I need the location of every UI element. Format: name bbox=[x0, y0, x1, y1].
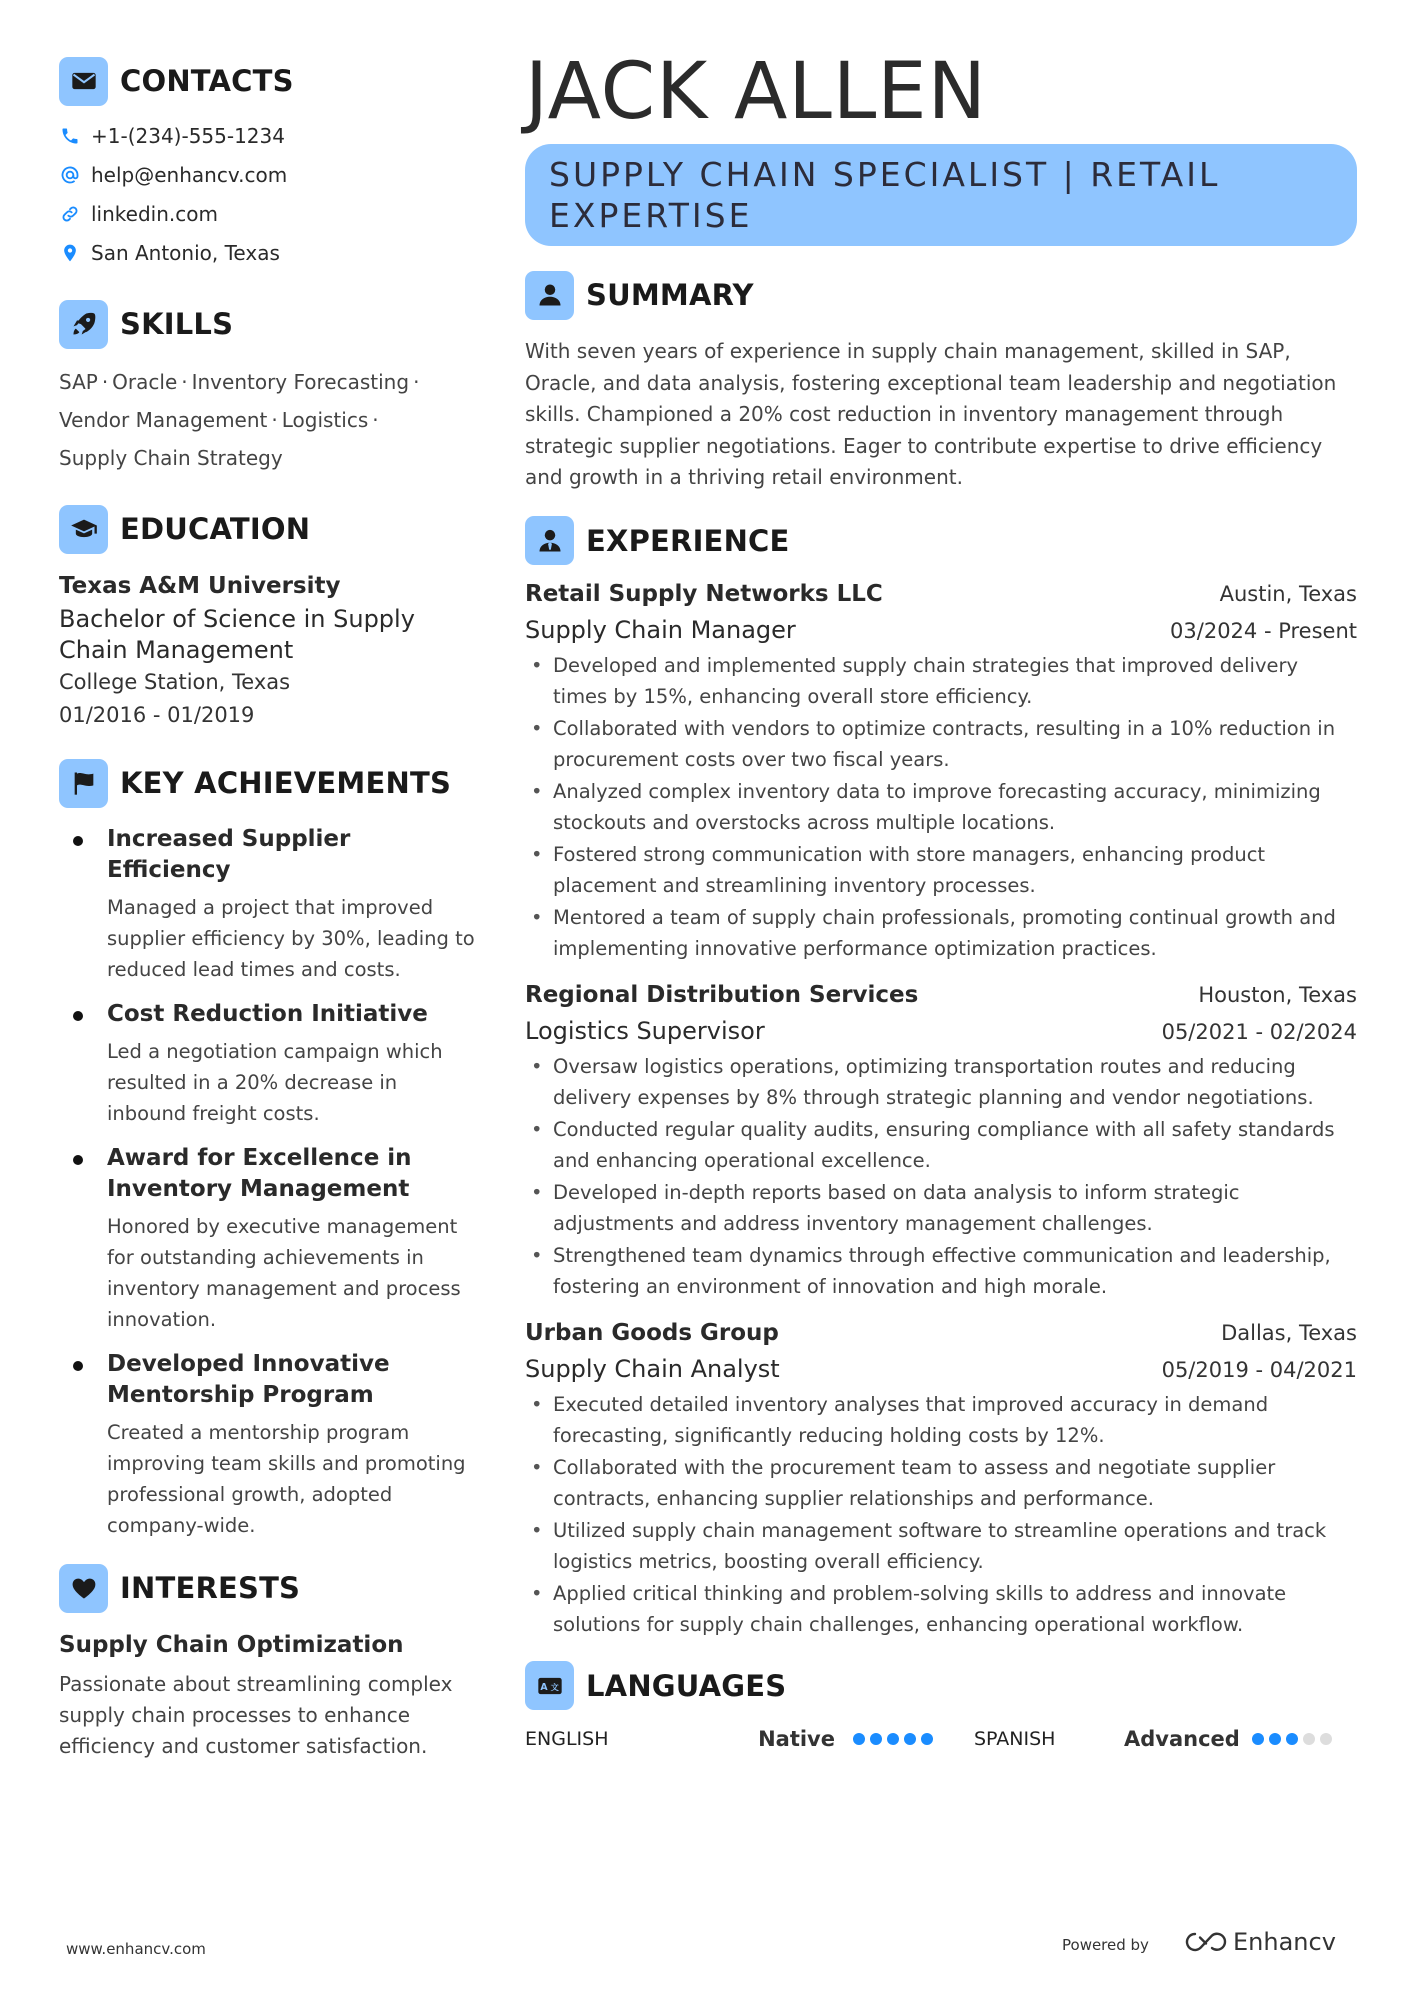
contacts-title: CONTACTS bbox=[120, 64, 294, 98]
bullet-dot bbox=[73, 1155, 83, 1165]
candidate-name: JACK ALLEN bbox=[525, 47, 987, 137]
languages-row bbox=[525, 1727, 1357, 1751]
level-dot-filled bbox=[904, 1733, 916, 1745]
candidate-title: SUPPLY CHAIN SPECIALIST | RETAIL EXPERTISE bbox=[549, 155, 1221, 235]
job-company: Regional Distribution Services bbox=[525, 981, 919, 1008]
job-bullet: • Utilized supply chain management software to streamline operations and track logistics metrics, boosting overall efficiency. bbox=[525, 1515, 1357, 1578]
interest-entry bbox=[59, 1629, 479, 1762]
job-location: Dallas, Texas bbox=[1221, 1320, 1357, 1345]
education-section-header bbox=[59, 504, 479, 554]
language-level-dots bbox=[1252, 1733, 1337, 1745]
education-title: EDUCATION bbox=[120, 512, 311, 546]
map-pin-icon bbox=[59, 242, 81, 264]
skill-item: SAP bbox=[59, 370, 98, 394]
language-level: Native bbox=[758, 1726, 835, 1751]
experience-section-header bbox=[525, 516, 1357, 566]
skills-line-3 bbox=[59, 439, 479, 477]
interest-title: Supply Chain Optimization bbox=[59, 1632, 404, 1658]
level-dot-empty bbox=[1320, 1733, 1332, 1745]
skills-line-1 bbox=[59, 363, 479, 401]
job-header bbox=[525, 1315, 1357, 1351]
job-role: Supply Chain Analyst bbox=[525, 1354, 780, 1383]
experience-entry bbox=[525, 1315, 1357, 1641]
skill-separator: · bbox=[101, 370, 109, 394]
level-dot-filled bbox=[921, 1733, 933, 1745]
skills-section-header bbox=[59, 299, 479, 349]
achievement-desc: Managed a project that improved supplier efficiency by 30%, leading to reduced lead times and costs. bbox=[107, 896, 475, 981]
languages-section-header bbox=[525, 1661, 1357, 1711]
job-dates: 05/2021 - 02/2024 bbox=[1161, 1019, 1357, 1044]
svg-text:A: A bbox=[539, 1681, 548, 1693]
job-dates: 05/2019 - 04/2021 bbox=[1161, 1357, 1357, 1382]
skill-item: Inventory Forecasting bbox=[191, 370, 410, 394]
footer-brand-name: Enhancv bbox=[1233, 1928, 1336, 1956]
job-company: Retail Supply Networks LLC bbox=[525, 580, 883, 607]
job-bullet: • Applied critical thinking and problem-solving skills to address and innovate solutions for supply chain challenges, enhancing operational workflow. bbox=[525, 1578, 1357, 1641]
phone-text: +1-(234)-555-1234 bbox=[91, 123, 285, 148]
location-text: San Antonio, Texas bbox=[91, 240, 280, 265]
skill-item: Logistics bbox=[281, 408, 369, 432]
footer-url[interactable]: www.enhancv.com bbox=[66, 1940, 206, 1958]
interests-title: INTERESTS bbox=[120, 1571, 301, 1605]
skills-line-2 bbox=[59, 401, 479, 439]
education-school: Texas A&M University bbox=[59, 573, 341, 599]
job-subheader bbox=[525, 1351, 1357, 1387]
flag-icon bbox=[59, 759, 108, 808]
job-bullet: • Developed in-depth reports based on data analysis to inform strategic adjustments and address inventory management challenges. bbox=[525, 1177, 1357, 1240]
bullet-dot bbox=[73, 1361, 83, 1371]
skills-list bbox=[59, 363, 479, 477]
at-icon bbox=[59, 164, 81, 186]
level-dot-filled bbox=[870, 1733, 882, 1745]
job-bullet: • Conducted regular quality audits, ensuring compliance with all safety standards and enhancing operational excellence. bbox=[525, 1114, 1357, 1177]
skill-item: Oracle bbox=[112, 370, 178, 394]
job-dates: 03/2024 - Present bbox=[1170, 618, 1357, 643]
job-bullets bbox=[525, 650, 1357, 965]
achievement-item bbox=[59, 999, 479, 1129]
education-entry bbox=[59, 570, 479, 732]
achievement-item bbox=[59, 1349, 479, 1541]
skill-item: Supply Chain Strategy bbox=[59, 446, 283, 470]
job-bullet: • Fostered strong communication with store managers, enhancing product placement and streamlining inventory processes. bbox=[525, 839, 1357, 902]
job-bullet: • Analyzed complex inventory data to improve forecasting accuracy, minimizing stockouts and overstocks across multiple locations. bbox=[525, 776, 1357, 839]
job-bullet: • Strengthened team dynamics through effective communication and leadership, fostering an environment of innovation and high morale. bbox=[525, 1240, 1357, 1303]
job-bullet: • Mentored a team of supply chain professionals, promoting continual growth and implementing innovative performance optimization practices. bbox=[525, 902, 1357, 965]
language-name: SPANISH bbox=[974, 1727, 1056, 1750]
achievement-desc: Led a negotiation campaign which resulted in a 20% decrease in inbound freight costs. bbox=[107, 1040, 443, 1125]
user-icon bbox=[525, 271, 574, 320]
svg-text:文: 文 bbox=[550, 1681, 559, 1692]
achievement-title: Award for Excellence in Inventory Management bbox=[107, 1145, 412, 1202]
left-column bbox=[59, 56, 479, 1762]
language-name: ENGLISH bbox=[525, 1727, 609, 1750]
skill-separator: · bbox=[413, 370, 420, 394]
title-banner bbox=[525, 144, 1357, 246]
footer-brand-logo[interactable] bbox=[1183, 1928, 1336, 1956]
job-bullet: • Developed and implemented supply chain strategies that improved delivery times by 15%, enhancing overall store efficiency. bbox=[525, 650, 1357, 713]
job-role: Supply Chain Manager bbox=[525, 615, 796, 644]
education-dates: 01/2016 - 01/2019 bbox=[59, 703, 255, 727]
bullet-dot bbox=[73, 836, 83, 846]
right-column bbox=[525, 44, 1357, 1751]
education-degree: Bachelor of Science in Supply Chain Management bbox=[59, 605, 415, 664]
skill-separator: · bbox=[181, 370, 188, 394]
job-bullet: • Oversaw logistics operations, optimizing transportation routes and reducing delivery expenses by 8% through strategic planning and vendor negotiations. bbox=[525, 1051, 1357, 1114]
achievements-list bbox=[59, 824, 479, 1541]
achievement-item bbox=[59, 824, 479, 985]
job-bullets bbox=[525, 1051, 1357, 1303]
level-dot-filled bbox=[1286, 1733, 1298, 1745]
job-header bbox=[525, 576, 1357, 612]
summary-text: With seven years of experience in supply chain management, skilled in SAP, Oracle, and data analysis, fostering exceptional team leadership and negotiation skills. Championed a 20% cost reduction in inventory management through strategic supplier negotiations. Eager to contribute expertise to drive efficiency and growth in a thriving retail environment. bbox=[525, 339, 1337, 489]
job-location: Houston, Texas bbox=[1198, 982, 1357, 1007]
level-dot-filled bbox=[1269, 1733, 1281, 1745]
language-icon bbox=[525, 1661, 574, 1710]
experience-entry bbox=[525, 977, 1357, 1303]
language-level-dots bbox=[853, 1733, 938, 1745]
job-bullet: • Collaborated with the procurement team to assess and negotiate supplier contracts, enhancing supplier relationships and performance. bbox=[525, 1452, 1357, 1515]
summary-title: SUMMARY bbox=[586, 278, 754, 312]
achievement-title: Cost Reduction Initiative bbox=[107, 1001, 428, 1027]
heart-icon bbox=[59, 1564, 108, 1613]
bullet-dot bbox=[73, 1011, 83, 1021]
job-subheader bbox=[525, 612, 1357, 648]
contact-linkedin[interactable] bbox=[59, 194, 479, 233]
phone-icon bbox=[59, 125, 81, 147]
interest-desc: Passionate about streamlining complex supply chain processes to enhance efficiency and customer satisfaction. bbox=[59, 1672, 453, 1758]
contacts-section-header bbox=[59, 56, 479, 106]
level-dot-filled bbox=[1252, 1733, 1264, 1745]
skill-separator: · bbox=[271, 408, 278, 432]
level-dot-filled bbox=[853, 1733, 865, 1745]
graduation-cap-icon bbox=[59, 505, 108, 554]
job-header bbox=[525, 977, 1357, 1013]
job-bullet: • Collaborated with vendors to optimize contracts, resulting in a 10% reduction in procurement costs over two fiscal years. bbox=[525, 713, 1357, 776]
level-dot-empty bbox=[1303, 1733, 1315, 1745]
linkedin-text: linkedin.com bbox=[91, 201, 218, 226]
education-location: College Station, Texas bbox=[59, 670, 291, 694]
experience-entry bbox=[525, 576, 1357, 965]
skills-title: SKILLS bbox=[120, 307, 234, 341]
level-dot-filled bbox=[887, 1733, 899, 1745]
job-subheader bbox=[525, 1013, 1357, 1049]
summary-section-header bbox=[525, 270, 1357, 320]
achievement-item bbox=[59, 1143, 479, 1335]
email-text: help@enhancv.com bbox=[91, 162, 288, 187]
job-bullet: • Executed detailed inventory analyses that improved accuracy in demand forecasting, significantly reducing holding costs by 12%. bbox=[525, 1389, 1357, 1452]
job-role: Logistics Supervisor bbox=[525, 1016, 765, 1045]
contact-phone[interactable] bbox=[59, 116, 479, 155]
job-bullets bbox=[525, 1389, 1357, 1641]
experience-title: EXPERIENCE bbox=[586, 523, 790, 558]
achievement-title: Developed Innovative Mentorship Program bbox=[107, 1351, 390, 1408]
job-company: Urban Goods Group bbox=[525, 1319, 779, 1346]
envelope-icon bbox=[59, 57, 108, 106]
achievements-title: KEY ACHIEVEMENTS bbox=[120, 766, 452, 800]
contact-email[interactable] bbox=[59, 155, 479, 194]
rocket-icon bbox=[59, 300, 108, 349]
footer-powered-by: Powered by bbox=[1062, 1936, 1149, 1954]
job-location: Austin, Texas bbox=[1219, 581, 1357, 606]
skill-item: Vendor Management bbox=[59, 408, 268, 432]
achievement-desc: Created a mentorship program improving team skills and promoting professional growth, adopted company-wide. bbox=[107, 1421, 466, 1537]
link-icon bbox=[59, 203, 81, 225]
skill-separator: · bbox=[372, 408, 379, 432]
language-level: Advanced bbox=[1124, 1726, 1240, 1751]
contact-location bbox=[59, 233, 479, 272]
interests-section-header bbox=[59, 1563, 479, 1613]
achievements-section-header bbox=[59, 758, 479, 808]
languages-title: LANGUAGES bbox=[586, 1668, 787, 1703]
user-tie-icon bbox=[525, 516, 574, 565]
achievement-title: Increased Supplier Efficiency bbox=[107, 826, 351, 883]
achievement-desc: Honored by executive management for outstanding achievements in inventory management and process innovation. bbox=[107, 1215, 461, 1331]
infinity-logo-icon bbox=[1183, 1929, 1229, 1955]
